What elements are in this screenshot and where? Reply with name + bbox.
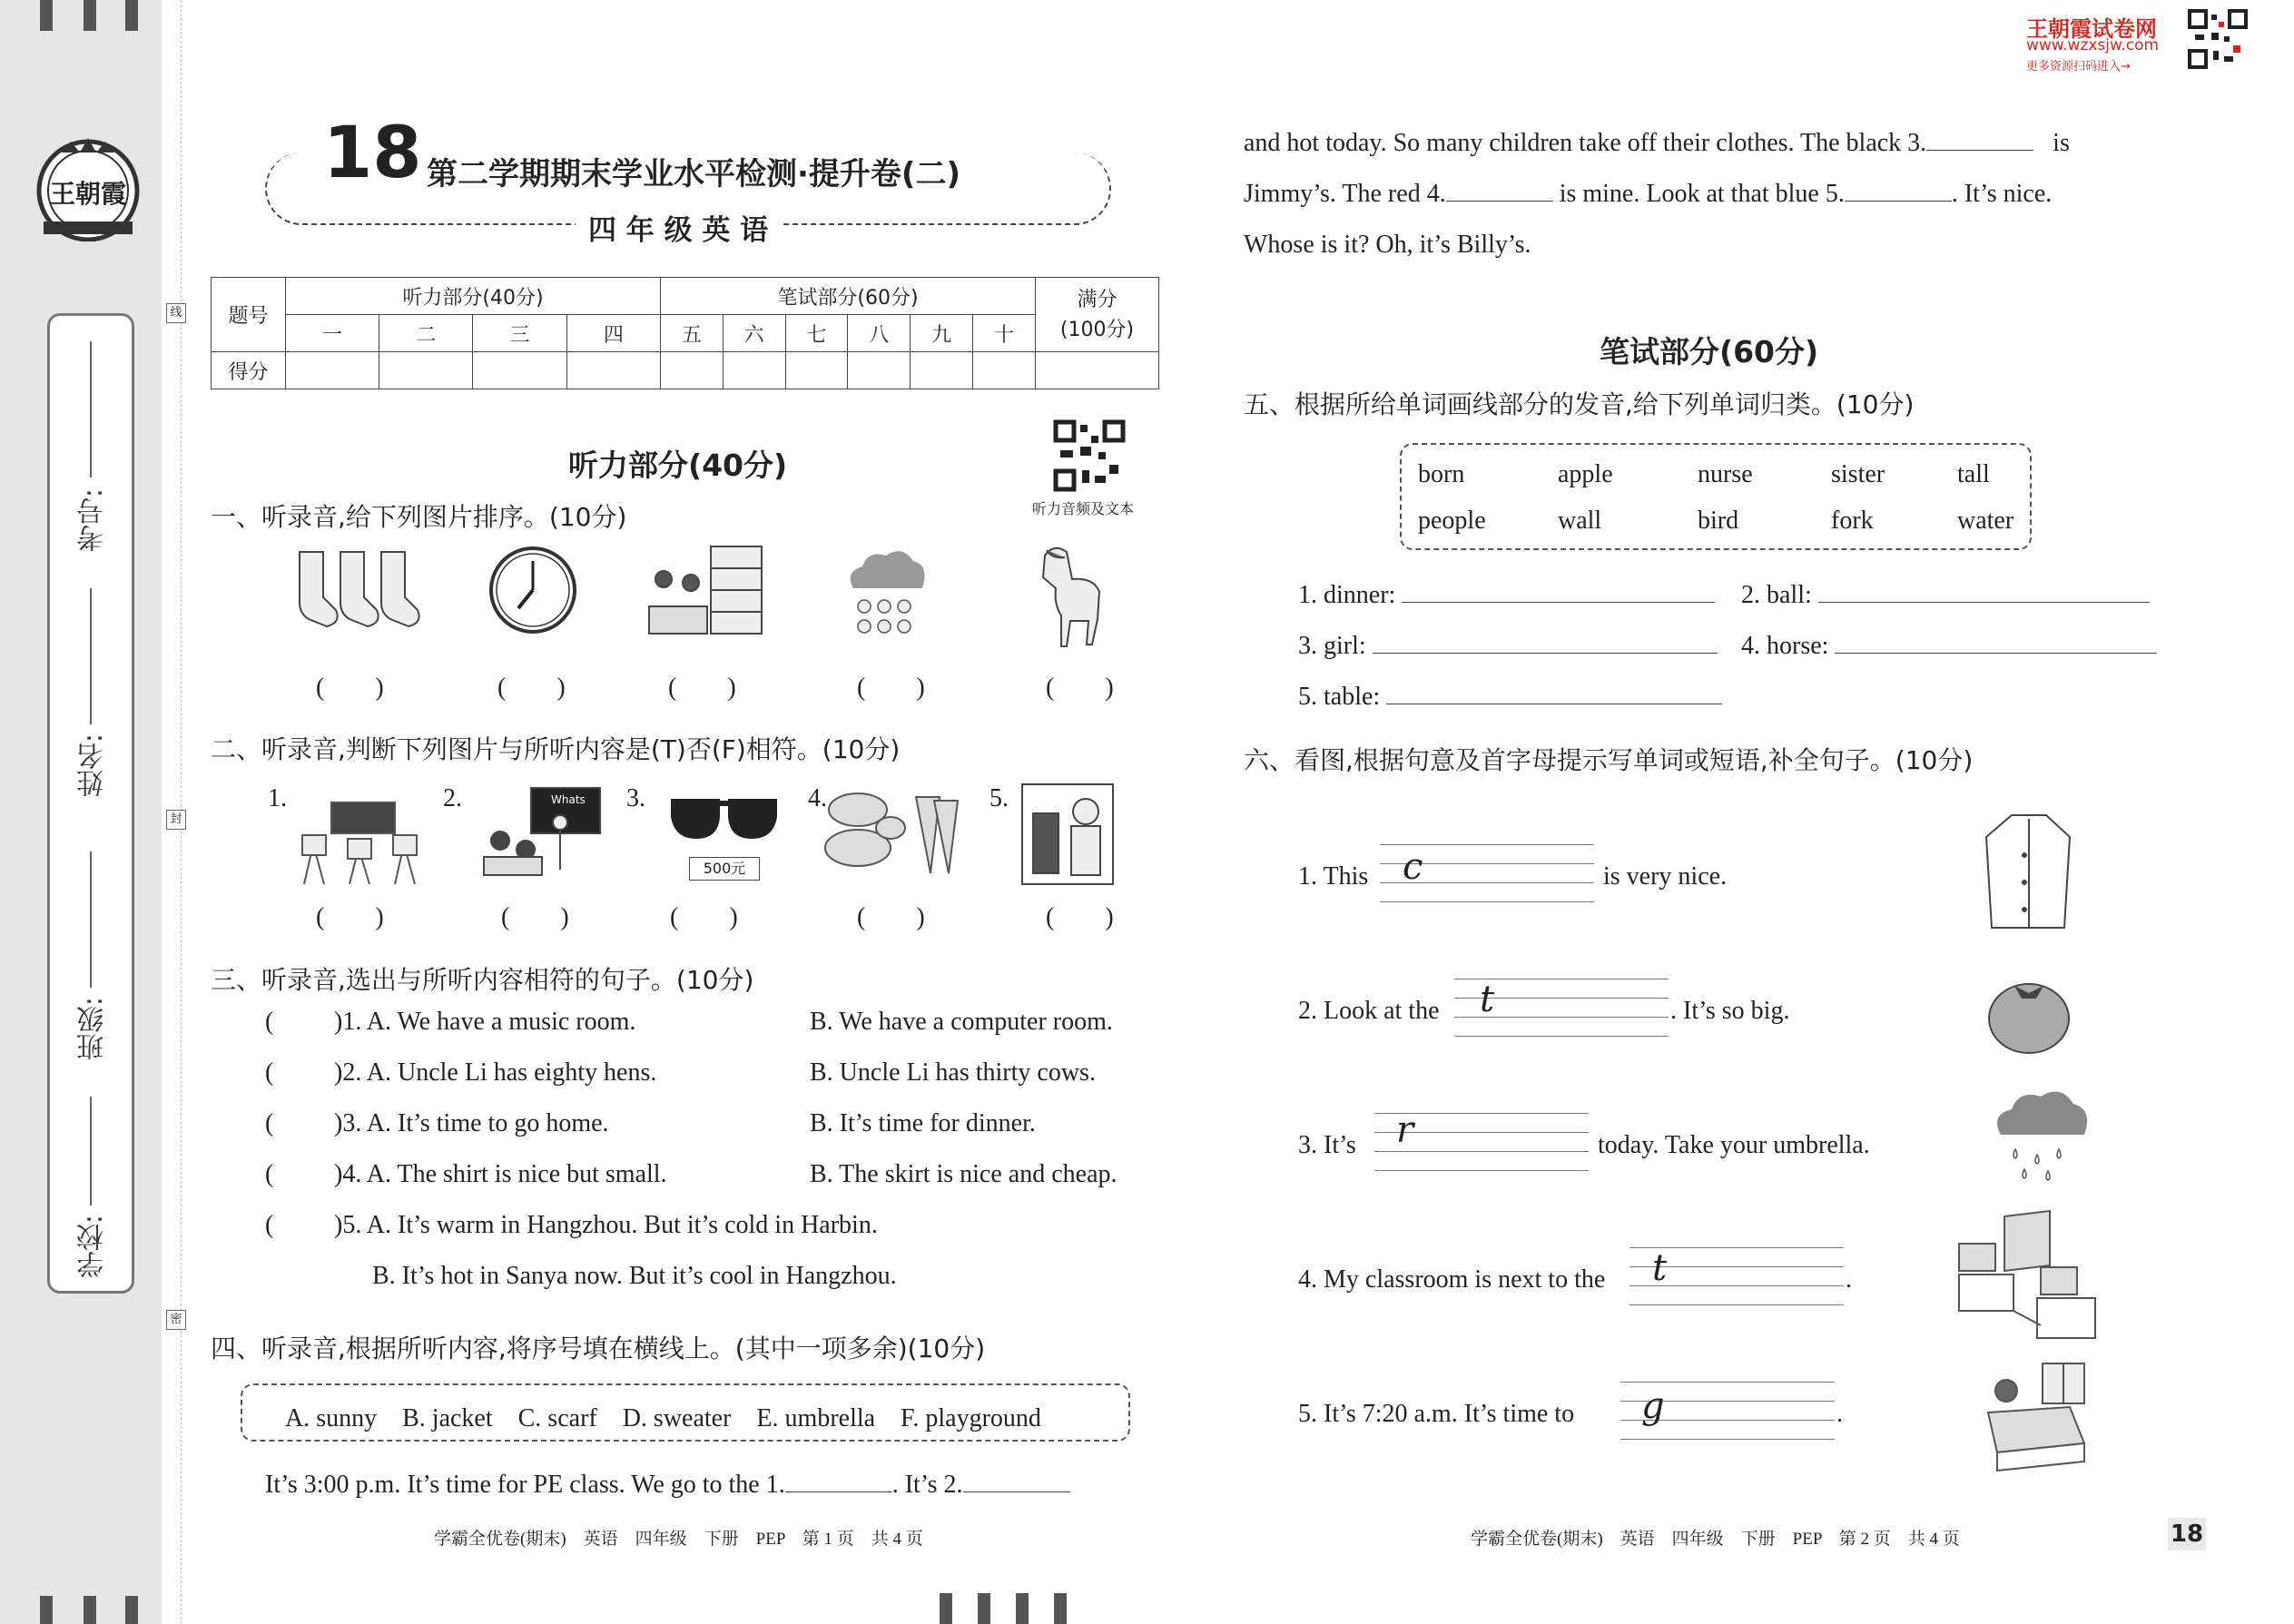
col-4: 四 (566, 315, 660, 352)
board-text: Whats (551, 793, 586, 806)
q5-prompt-2: 2. ball: (1741, 581, 1812, 609)
top-bar-mark (40, 0, 53, 31)
site-note: 更多资源扫码进入→ (2026, 60, 2131, 74)
q6-item1-pre: 1. This (1298, 862, 1369, 891)
q1-answer-4[interactable]: ( ) (857, 674, 925, 702)
price-tag: 500元 (689, 857, 760, 881)
q4-blank-4[interactable] (1446, 201, 1553, 202)
name-label: 姓名: (77, 733, 109, 798)
q6-item3-letter: r (1396, 1109, 1414, 1151)
q6-item5-pre: 5. It’s 7:20 a.m. It’s time to (1298, 1400, 1575, 1428)
total-label: 满分 (1077, 288, 1117, 311)
score-cell[interactable] (566, 352, 660, 389)
listening-heading: 听力部分(40分) (568, 448, 788, 483)
q4-text-3a: Jimmy’s. The red 4. (1244, 180, 1446, 208)
q3-title: 三、听录音,选出与所听内容相符的句子。(10分) (211, 965, 754, 995)
paper-subtitle: 四 年 级 英 语 (576, 207, 781, 248)
audio-qr-label: 听力音频及文本 (1032, 500, 1135, 517)
footer-right: 学霸全优卷(期末) 英语 四年级 下册 PEP 第 2 页 共 4 页 (1471, 1530, 1960, 1549)
score-table (211, 277, 1159, 389)
q2-num-2: 2. (443, 784, 462, 812)
q1-answer-3[interactable]: ( ) (668, 674, 736, 702)
q3-option-5b: B. It’s hot in Sanya now. But it’s cool in Hangzhou. (372, 1262, 897, 1290)
coat-picture (1979, 810, 2079, 937)
q5-word-5: tall (1957, 460, 1990, 488)
score-cell[interactable] (379, 352, 473, 389)
top-bar-mark (125, 0, 138, 31)
score-cell[interactable] (1036, 352, 1159, 389)
q6-item5-post: . (1836, 1400, 1843, 1428)
audio-qr-code[interactable] (1053, 419, 1126, 492)
q5-row-4 (1741, 632, 2157, 661)
q6-item4-pre: 4. My classroom is next to the (1298, 1265, 1606, 1294)
q3-option-4b: B. The skirt is nice and cheap. (810, 1160, 1117, 1188)
vegetables-picture (822, 782, 962, 884)
score-cell[interactable] (848, 352, 911, 389)
listening-header: 听力部分(40分) (286, 278, 661, 315)
col-2: 二 (379, 315, 473, 352)
bottom-bar-mark (125, 1596, 138, 1624)
q6-item1-letter: c (1403, 846, 1423, 888)
q3-option-1b: B. We have a computer room. (810, 1008, 1113, 1036)
q4-text-2b: is (2053, 129, 2070, 157)
q3-option-2b: B. Uncle Li has thirty cows. (810, 1058, 1096, 1087)
q2-num-1: 1. (268, 784, 287, 812)
paper-title: 第二学期期末学业水平检测·提升卷(二) (427, 156, 960, 192)
total-header (1036, 278, 1159, 352)
q1-answer-1[interactable]: ( ) (316, 674, 384, 702)
q3-option-5a: )5. A. It’s warm in Hangzhou. But it’s cold in Harbin. (334, 1211, 878, 1239)
q3-paren-5[interactable]: ( (265, 1211, 274, 1239)
q3-option-3a: )3. A. It’s time to go home. (334, 1109, 609, 1137)
classroom-picture (477, 782, 604, 890)
q4-title: 四、听录音,根据所听内容,将序号填在横线上。(其中一项多余)(10分) (211, 1334, 986, 1363)
q1-answer-5[interactable]: ( ) (1046, 674, 1114, 702)
q4-text-4: Whose is it? Oh, it’s Billy’s. (1244, 231, 1531, 259)
writing-header: 笔试部分(60分) (660, 278, 1035, 315)
q3-paren-3[interactable]: ( (265, 1109, 274, 1137)
q2-answer-4[interactable]: ( ) (857, 903, 925, 931)
q4-blank-1[interactable] (785, 1491, 892, 1492)
bottom-bar-mark (978, 1593, 990, 1624)
computer-room-picture (1950, 1207, 2104, 1343)
score-cell[interactable] (785, 352, 848, 389)
clock-picture (486, 545, 581, 635)
footer-left: 学霸全优卷(期末) 英语 四年级 下册 PEP 第 1 页 共 4 页 (434, 1530, 923, 1549)
q4-blank-3[interactable] (1926, 150, 2033, 151)
score-cell[interactable] (286, 352, 379, 389)
q3-paren-2[interactable]: ( (265, 1058, 274, 1087)
class-line (90, 851, 92, 988)
q6-item5-letter: g (1641, 1385, 1665, 1427)
q4-text-line3 (1244, 180, 2052, 209)
q5-row-1 (1298, 581, 1715, 610)
q2-num-3: 3. (626, 784, 645, 812)
col-9: 九 (911, 315, 973, 352)
q5-prompt-5: 5. table: (1298, 683, 1381, 711)
q5-word-8: bird (1698, 507, 1739, 535)
q5-word-2: apple (1558, 460, 1613, 488)
paper-number: 18 (323, 113, 422, 194)
bottom-bar-mark (940, 1593, 952, 1624)
q3-option-2a: )2. A. Uncle Li has eighty hens. (334, 1058, 657, 1087)
q3-option-4a: )4. A. The shirt is nice but small. (334, 1160, 667, 1188)
socks-picture (286, 545, 431, 635)
exam-number-line (90, 341, 92, 477)
q4-text-3b: is mine. Look at that blue 5. (1559, 180, 1845, 208)
q2-num-4: 4. (808, 784, 827, 812)
q3-option-1a: )1. A. We have a music room. (334, 1008, 636, 1036)
seal-mark-line: 线 (166, 303, 186, 323)
q5-answer-4[interactable] (1835, 653, 2157, 654)
q5-prompt-4: 4. horse: (1741, 632, 1829, 660)
page-number: 18 (2168, 1518, 2206, 1550)
brand-logo (34, 134, 142, 241)
q5-row-3 (1298, 632, 1718, 661)
score-cell[interactable] (473, 352, 566, 389)
site-name: 王朝霞试卷网 (2026, 16, 2157, 42)
q5-word-4: sister (1831, 460, 1885, 488)
q6-item4-post: . (1846, 1265, 1852, 1294)
q6-item2-letter: t (1480, 979, 1495, 1020)
q6-item3-post: today. Take your umbrella. (1598, 1131, 1870, 1159)
q5-prompt-3: 3. girl: (1298, 632, 1366, 660)
total-value: (100分) (1059, 318, 1135, 341)
class-label: 班级: (77, 997, 109, 1061)
site-url: www.wzxsjw.com (2026, 36, 2160, 54)
q4-text-1a: It’s 3:00 p.m. It’s time for PE class. We go to the 1. (265, 1471, 785, 1499)
exam-number-label: 考号: (77, 488, 109, 553)
col-6: 六 (723, 315, 785, 352)
q5-answer-1[interactable] (1402, 602, 1715, 603)
score-cell[interactable] (911, 352, 973, 389)
q1-title: 一、听录音,给下列图片排序。(10分) (211, 502, 627, 532)
q6-item1-post: is very nice. (1603, 862, 1728, 891)
logo-text: 王朝霞 (49, 179, 126, 209)
score-cell[interactable] (660, 352, 723, 389)
q2-answer-3[interactable]: ( ) (670, 903, 738, 931)
q3-paren-1[interactable]: ( (265, 1008, 274, 1036)
col-8: 八 (848, 315, 911, 352)
q4-text-line2 (1244, 129, 2070, 158)
library-picture (640, 543, 767, 641)
q5-prompt-1: 1. dinner: (1298, 581, 1396, 609)
q5-word-1: born (1418, 460, 1465, 488)
q6-item4-letter: t (1652, 1247, 1668, 1289)
score-cell[interactable] (972, 352, 1035, 389)
q5-answer-3[interactable] (1373, 653, 1718, 654)
q6-title: 六、看图,根据句意及首字母提示写单词或短语,补全句子。(10分) (1244, 745, 1974, 775)
q3-option-3b: B. It’s time for dinner. (810, 1109, 1036, 1137)
bottom-bar-mark (40, 1596, 53, 1624)
q5-word-3: nurse (1698, 460, 1753, 488)
q5-answer-2[interactable] (1818, 602, 2150, 603)
bottom-bar-mark (1016, 1593, 1029, 1624)
snow-picture (842, 548, 929, 639)
q2-title: 二、听录音,判断下列图片与所听内容是(T)否(F)相符。(10分) (211, 734, 901, 764)
q4-text-3c: . It’s nice. (1951, 180, 2053, 208)
school-line (90, 1097, 92, 1206)
q2-answer-2[interactable]: ( ) (501, 903, 569, 931)
col-5: 五 (660, 315, 723, 352)
q5-row-2 (1741, 581, 2150, 610)
q2-num-5: 5. (989, 784, 1009, 812)
q5-word-6: people (1418, 507, 1486, 535)
q5-word-9: fork (1831, 507, 1874, 535)
score-label: 得分 (212, 352, 286, 389)
q2-answer-1[interactable]: ( ) (316, 903, 384, 931)
seal-mark-seal: 封 (166, 810, 186, 830)
rain-picture (1988, 1086, 2092, 1187)
seal-mark-secret: 密 (166, 1310, 186, 1330)
row-label: 题号 (212, 278, 286, 352)
school-label: 学校: (77, 1215, 109, 1279)
site-qr-code[interactable] (2188, 9, 2248, 69)
horse-picture (1030, 541, 1112, 648)
q4-blank-5[interactable] (1845, 201, 1952, 202)
sunglasses-picture (667, 790, 781, 886)
q4-text-1b: . It’s 2. (891, 1471, 963, 1499)
q5-word-7: wall (1558, 507, 1602, 535)
q4-text-line1 (265, 1471, 1070, 1500)
q5-row-5 (1298, 683, 1722, 712)
q3-paren-4[interactable]: ( (265, 1160, 274, 1188)
writing-heading: 笔试部分(60分) (1600, 334, 1819, 369)
q6-item2-pre: 2. Look at the (1298, 997, 1440, 1025)
q4-blank-2[interactable] (963, 1491, 1070, 1492)
person-dress-picture (1019, 781, 1117, 888)
name-line (90, 588, 92, 724)
score-cell[interactable] (723, 352, 785, 389)
q1-answer-2[interactable]: ( ) (497, 674, 566, 702)
q4-options: A. sunny B. jacket C. scarf D. sweater E. umbrella F. playground (285, 1404, 1041, 1432)
col-7: 七 (785, 315, 848, 352)
col-1: 一 (286, 315, 379, 352)
col-3: 三 (473, 315, 566, 352)
q5-word-10: water (1957, 507, 2014, 535)
bottom-bar-mark (1054, 1593, 1067, 1624)
q5-title: 五、根据所给单词画线部分的发音,给下列单词归类。(10分) (1244, 389, 1915, 419)
top-bar-mark (84, 0, 96, 31)
bottom-bar-mark (84, 1596, 96, 1624)
q6-item2-post: . It’s so big. (1670, 997, 1790, 1025)
student-info-box (47, 313, 134, 1294)
q2-answer-5[interactable]: ( ) (1046, 903, 1114, 931)
q4-text-2a: and hot today. So many children take off their clothes. The black 3. (1244, 129, 1927, 157)
wake-up-picture (1979, 1358, 2092, 1476)
tomato-picture (1984, 971, 2074, 1055)
q6-item3-pre: 3. It’s (1298, 1131, 1356, 1159)
art-class-picture (295, 790, 431, 890)
col-10: 十 (972, 315, 1035, 352)
